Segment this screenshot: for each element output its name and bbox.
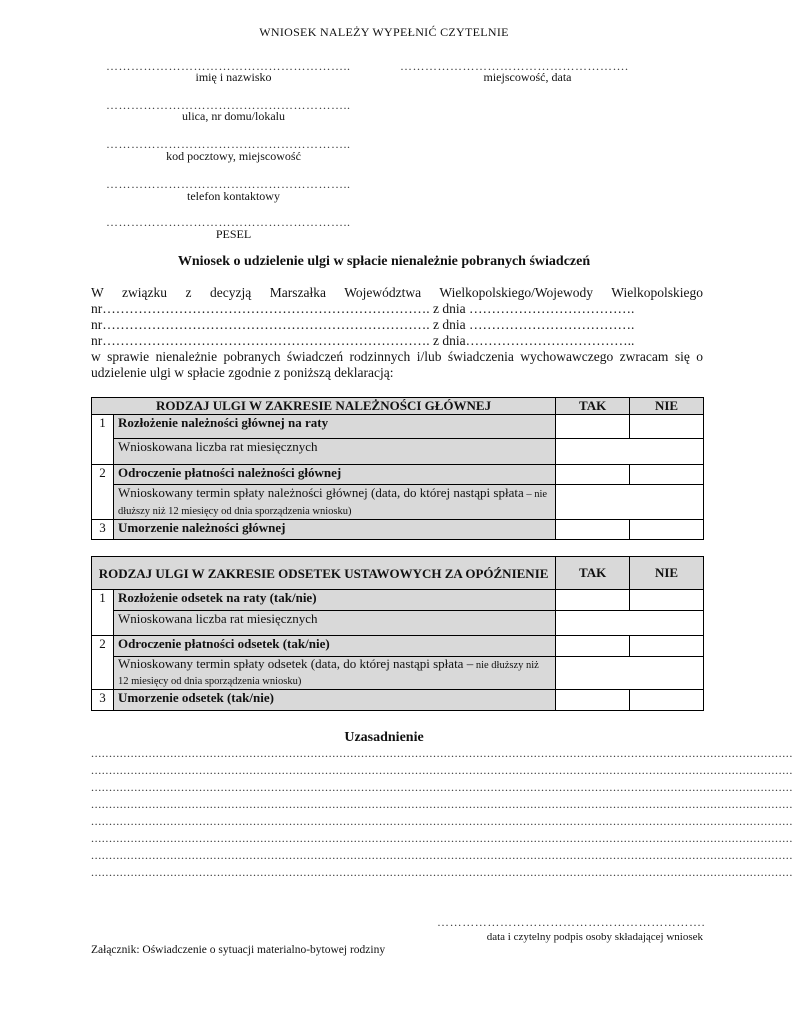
justification-line[interactable]: ................................................................................................................................................................................................... xyxy=(91,831,793,845)
form-title: Wniosek o udzielenie ulgi w spłacie nienależnie pobranych świadczeń xyxy=(177,254,591,269)
attachment-note: Załącznik: Oświadczenie o sytuacji materialno-bytowej rodziny xyxy=(91,944,386,956)
table-row xyxy=(92,485,704,520)
row-detail: Wnioskowany termin spłaty odsetek (data, do której nastąpi spłata – nie dłuższy niż 12 miesięcy od dnia sporządzenia wniosku) xyxy=(113,657,555,690)
table-row xyxy=(92,657,704,690)
row-number: 2 xyxy=(92,465,114,520)
phone-field[interactable]: ………………………………………………….. xyxy=(106,177,351,191)
table-row xyxy=(92,415,704,439)
deadline-input-cell[interactable] xyxy=(556,485,704,520)
justification-line[interactable]: ................................................................................................................................................................................................... xyxy=(91,763,793,777)
justification-title: Uzasadnienie xyxy=(344,730,424,745)
row-title: Odroczenie płatności odsetek (tak/nie) xyxy=(113,636,555,657)
nie-cell[interactable] xyxy=(630,690,704,711)
street-label: ulica, nr domu/lokalu xyxy=(182,109,285,123)
tak-cell[interactable] xyxy=(556,465,630,485)
row-number: 1 xyxy=(92,415,114,465)
tak-cell[interactable] xyxy=(556,415,630,439)
row-detail: Wnioskowana liczba rat miesięcznych xyxy=(113,611,555,636)
installments-input-cell[interactable] xyxy=(556,439,704,465)
place-date-field[interactable]: ………………………………………………. xyxy=(400,59,629,73)
justification-line[interactable]: ................................................................................................................................................................................................... xyxy=(91,865,793,879)
tak-cell[interactable] xyxy=(556,590,630,611)
justification-line[interactable]: ................................................................................................................................................................................................... xyxy=(91,780,793,794)
name-label: imię i nazwisko xyxy=(195,70,272,84)
nie-cell[interactable] xyxy=(630,590,704,611)
nie-cell[interactable] xyxy=(630,636,704,657)
table2-tak-header: TAK xyxy=(556,557,630,590)
decision-line-2[interactable]: nr………………………………………………………………. z dnia ………………………………. xyxy=(91,317,635,332)
postal-label: kod pocztowy, miejscowość xyxy=(166,149,301,163)
justification-line[interactable]: ................................................................................................................................................................................................... xyxy=(91,746,793,760)
table-row xyxy=(92,590,704,611)
tak-cell[interactable] xyxy=(556,636,630,657)
tak-cell[interactable] xyxy=(556,690,630,711)
row-title: Umorzenie odsetek (tak/nie) xyxy=(113,690,555,711)
name-field[interactable]: ………………………………………………….. xyxy=(106,59,351,73)
justification-line[interactable]: ................................................................................................................................................................................................... xyxy=(91,848,793,862)
principal-relief-table xyxy=(91,397,704,540)
phone-label: telefon kontaktowy xyxy=(187,189,280,203)
pesel-label: PESEL xyxy=(215,227,252,241)
row-title: Odroczenie płatności należności głównej xyxy=(113,465,555,485)
table2-nie-header: NIE xyxy=(630,557,704,590)
installments-input-cell[interactable] xyxy=(556,611,704,636)
row-detail: Wnioskowana liczba rat miesięcznych xyxy=(113,439,555,465)
nie-cell[interactable] xyxy=(630,465,704,485)
signature-field[interactable]: ………………………………………………………. xyxy=(437,915,706,929)
postal-field[interactable]: ………………………………………………….. xyxy=(106,137,351,151)
deadline-input-cell[interactable] xyxy=(556,657,704,690)
street-field[interactable]: ………………………………………………….. xyxy=(106,98,351,112)
table1-tak-header: TAK xyxy=(556,398,630,415)
decision-line-1[interactable]: nr………………………………………………………………. z dnia ………………………………. xyxy=(91,301,635,316)
justification-line[interactable]: ................................................................................................................................................................................................... xyxy=(91,814,793,828)
table-row xyxy=(92,520,704,540)
justification-line[interactable]: ................................................................................................................................................................................................... xyxy=(91,797,793,811)
row-title: Rozłożenie należności głównej na raty xyxy=(113,415,555,439)
decision-line-3[interactable]: nr………………………………………………………………. z dnia……………………………….. xyxy=(91,333,635,348)
place-date-label: miejscowość, data xyxy=(483,70,572,84)
nie-cell[interactable] xyxy=(630,415,704,439)
signature-label: data i czytelny podpis osoby składającej wniosek xyxy=(486,931,703,943)
table-row xyxy=(92,690,704,711)
table2-header: RODZAJ ULGI W ZAKRESIE ODSETEK USTAWOWYCH ZA OPÓŹNIENIE xyxy=(92,557,556,590)
interest-relief-table xyxy=(91,556,704,711)
table1-nie-header: NIE xyxy=(630,398,704,415)
row-number: 3 xyxy=(92,520,114,540)
row-number: 3 xyxy=(92,690,114,711)
pesel-field[interactable]: ………………………………………………….. xyxy=(106,215,351,229)
body-text: w sprawie nienależnie pobranych świadczeń rodzinnych i/lub świadczenia wychowawczego zwracam się o udzielenie ulgi w spłacie zgodnie z poniższą deklaracją: xyxy=(91,349,703,380)
row-title: Rozłożenie odsetek na raty (tak/nie) xyxy=(113,590,555,611)
table-row xyxy=(92,439,704,465)
row-number: 1 xyxy=(92,590,114,636)
nie-cell[interactable] xyxy=(630,520,704,540)
table-row xyxy=(92,465,704,485)
intro-text: W związku z decyzją Marszałka Województwa Wielkopolskiego/Wojewody Wielkopolskiego xyxy=(91,285,703,300)
form-header: WNIOSEK NALEŻY WYPEŁNIĆ CZYTELNIE xyxy=(259,25,509,39)
tak-cell[interactable] xyxy=(556,520,630,540)
table-row xyxy=(92,636,704,657)
table-row xyxy=(92,611,704,636)
row-title: Umorzenie należności głównej xyxy=(113,520,555,540)
row-number: 2 xyxy=(92,636,114,690)
table1-header: RODZAJ ULGI W ZAKRESIE NALEŻNOŚCI GŁÓWNEJ xyxy=(92,398,556,415)
row-detail: Wnioskowany termin spłaty należności głównej (data, do której nastąpi spłata – nie dłuższy niż 12 miesięcy od dnia sporządzenia wniosku) xyxy=(113,485,555,520)
